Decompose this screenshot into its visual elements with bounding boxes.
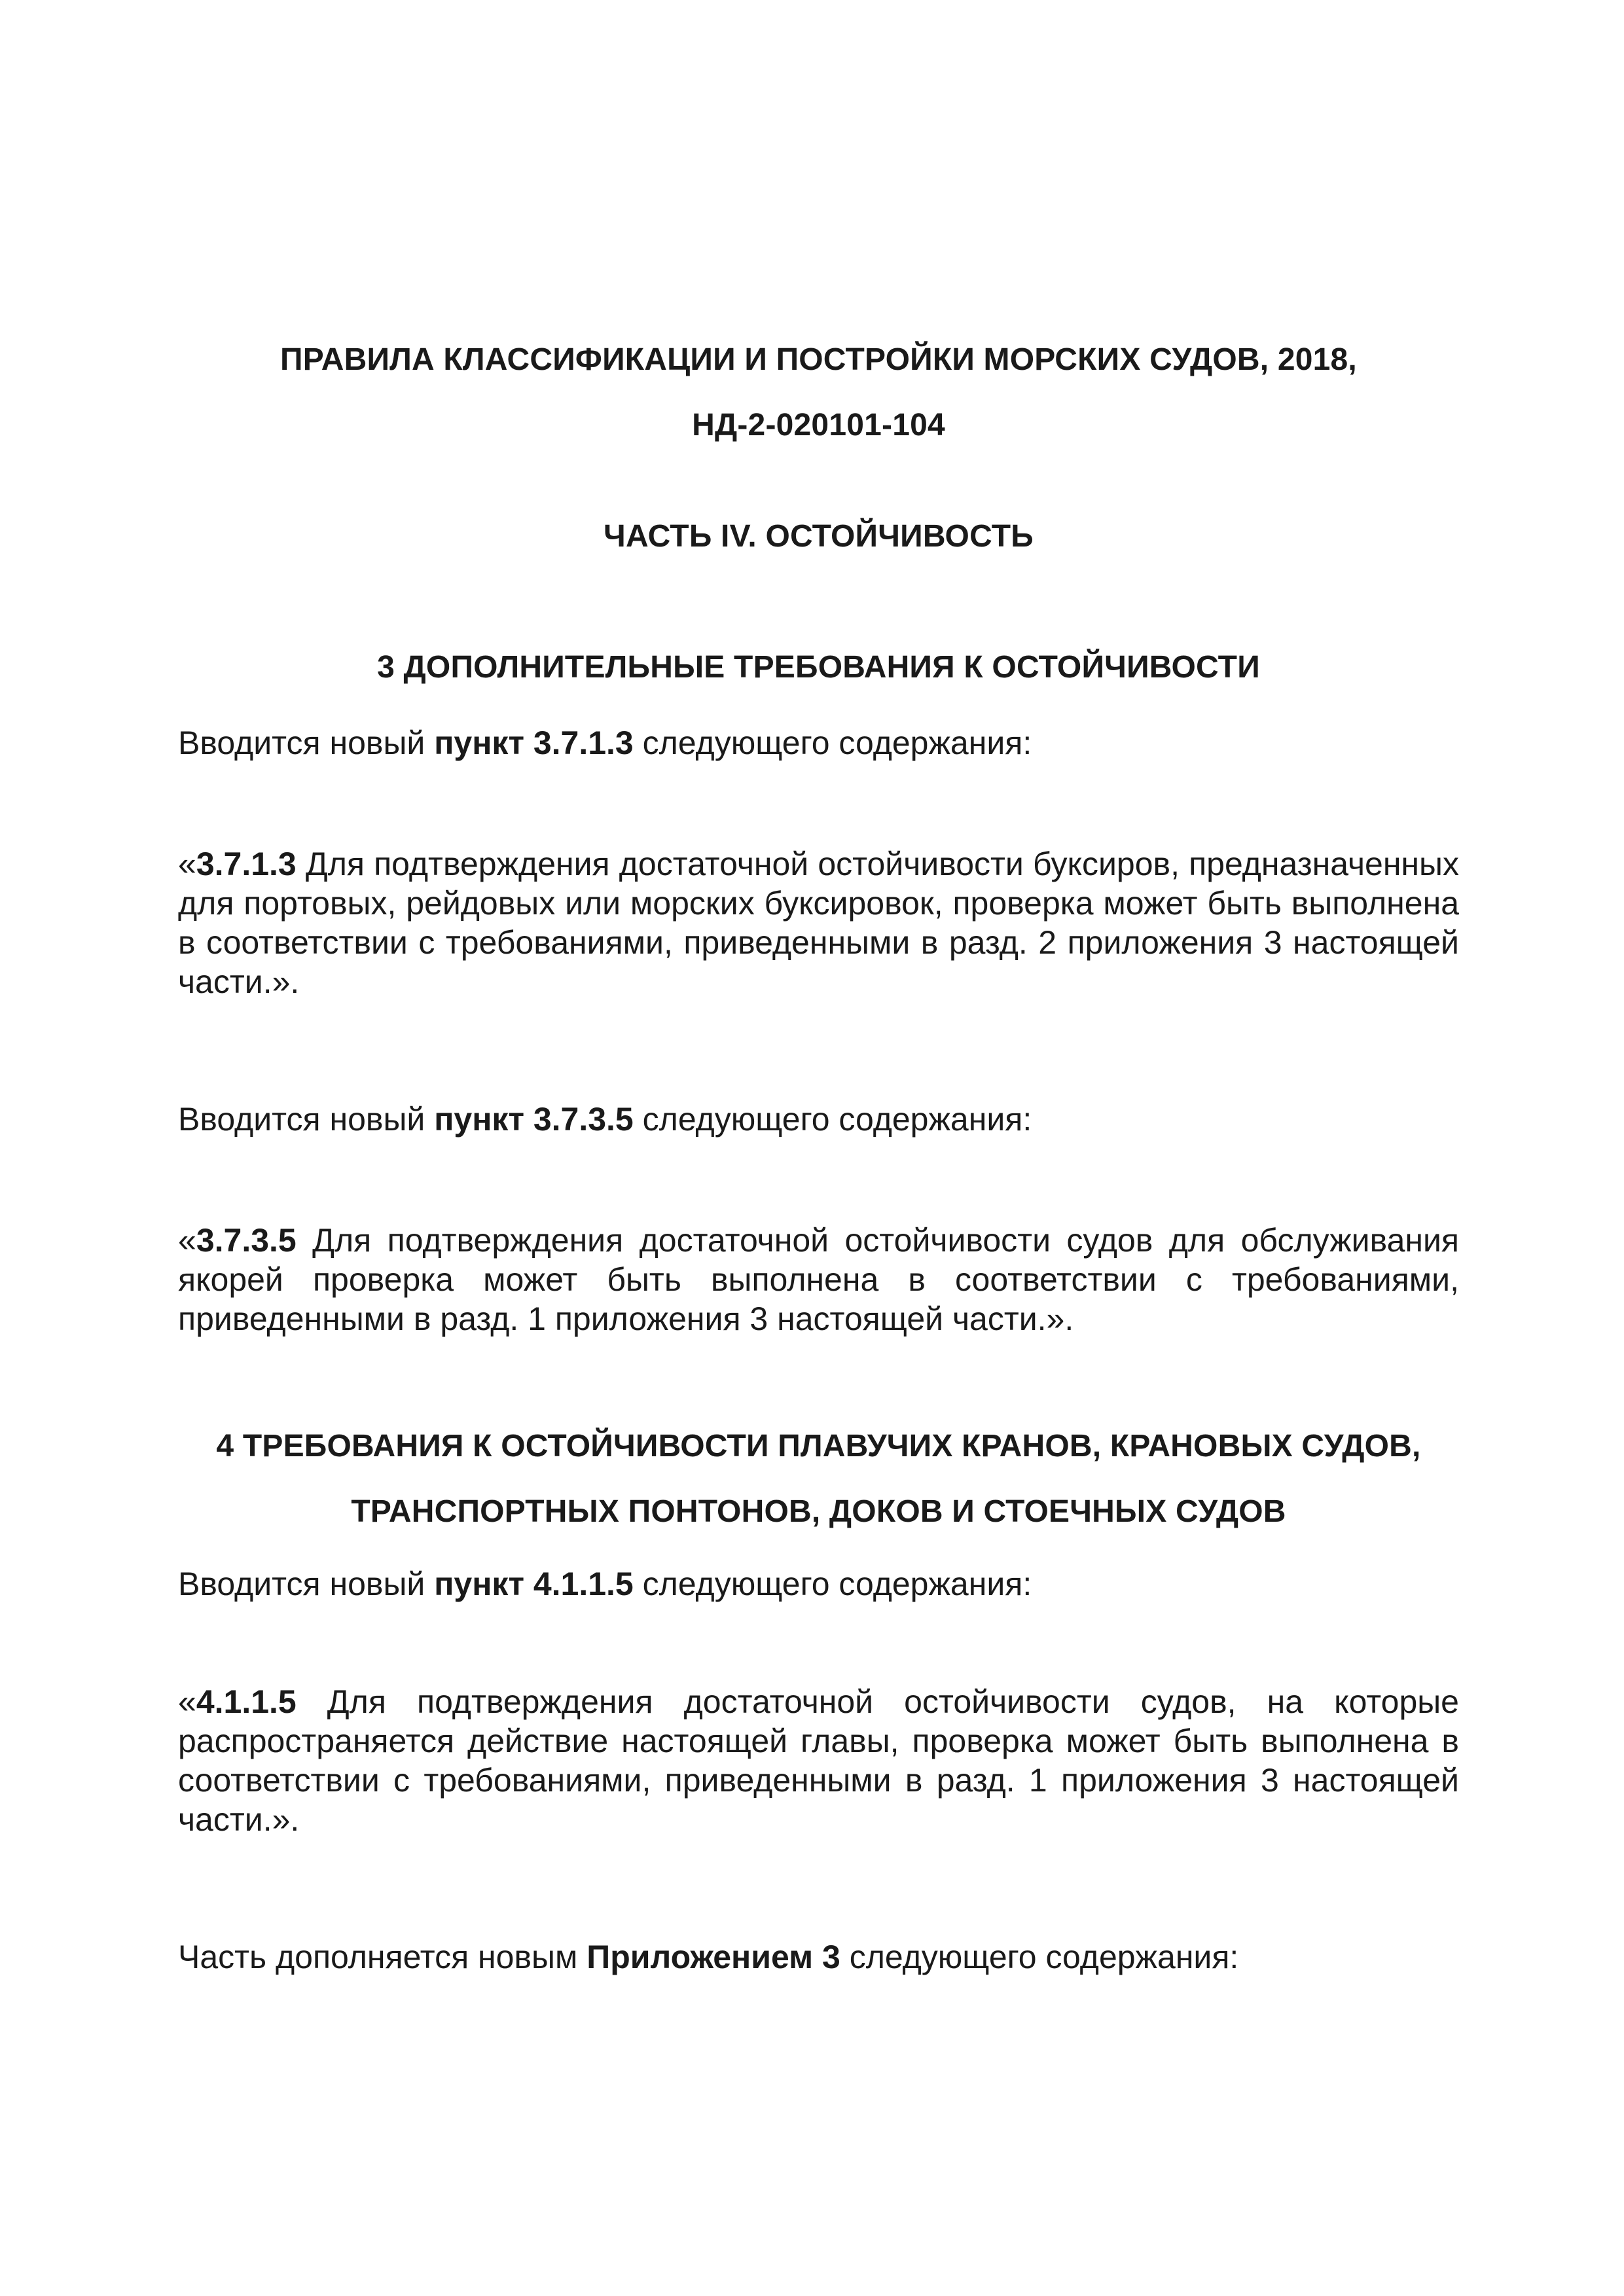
intro-3-text: Вводится новый (178, 1566, 435, 1602)
quote-1-clause: 3.7.1.3 (196, 846, 297, 882)
quote-3-open: « (178, 1683, 196, 1720)
section-4-title (178, 1414, 1459, 1545)
quote-1-open: « (178, 846, 196, 882)
quote-paragraph-4-1-1-5 (178, 1682, 1459, 1839)
intro-2-clause: пункт 3.7.3.5 (434, 1101, 634, 1138)
intro-3-text-end: следующего содержания: (633, 1566, 1032, 1602)
quote-paragraph-3-7-1-3 (178, 844, 1459, 1001)
part-title: ЧАСТЬ IV. ОСТОЙЧИВОСТЬ (604, 519, 1034, 554)
document-title (178, 327, 1459, 458)
document-title-line2: НД-2-020101-104 (692, 408, 945, 442)
intro-1-clause: пункт 3.7.1.3 (434, 725, 634, 761)
intro-4-text: Часть дополняется новым (178, 1939, 587, 1975)
document-title-line1: ПРАВИЛА КЛАССИФИКАЦИИ И ПОСТРОЙКИ МОРСКИХ СУДОВ, 2018, (280, 342, 1357, 377)
intro-2-text-end: следующего содержания: (633, 1101, 1032, 1138)
intro-4-appendix: Приложением 3 (586, 1939, 840, 1975)
intro-paragraph-2 (178, 1100, 1459, 1139)
section-4-title-line1: 4 ТРЕБОВАНИЯ К ОСТОЙЧИВОСТИ ПЛАВУЧИХ КРАНОВ, КРАНОВЫХ СУДОВ, (216, 1429, 1421, 1463)
intro-paragraph-3 (178, 1564, 1459, 1604)
intro-3-clause: пункт 4.1.1.5 (434, 1566, 634, 1602)
quote-1-text: Для подтверждения достаточной остойчивости буксиров, предназначенных для портовых, рейдовых или морских буксировок, проверка может быть выполнена в соответствии с требованиями, приведенными в разд. 2 приложения 3 настоящей части.». (178, 846, 1459, 1000)
intro-1-text-end: следующего содержания: (633, 725, 1032, 761)
quote-2-text: Для подтверждения достаточной остойчивости судов для обслуживания якорей проверка может быть выполнена в соответствии с требованиями, приведенными в разд. 1 приложения 3 настоящей части.». (178, 1222, 1459, 1337)
quote-2-clause: 3.7.3.5 (196, 1222, 297, 1259)
intro-paragraph-4 (178, 1937, 1459, 1977)
intro-1-text: Вводится новый (178, 725, 435, 761)
intro-paragraph-1 (178, 723, 1459, 762)
quote-2-open: « (178, 1222, 196, 1259)
quote-3-text: Для подтверждения достаточной остойчивости судов, на которые распространяется действие настоящей главы, проверка может быть выполнена в соответствии с требованиями, приведенными в разд. 1 приложения 3 настоящей части.». (178, 1683, 1459, 1838)
intro-4-text-end: следующего содержания: (840, 1939, 1239, 1975)
quote-paragraph-3-7-3-5 (178, 1221, 1459, 1338)
intro-2-text: Вводится новый (178, 1101, 435, 1138)
section-4-title-line2: ТРАНСПОРТНЫХ ПОНТОНОВ, ДОКОВ И СТОЕЧНЫХ СУДОВ (351, 1494, 1286, 1529)
section-3-title: 3 ДОПОЛНИТЕЛЬНЫЕ ТРЕБОВАНИЯ К ОСТОЙЧИВОСТИ (377, 650, 1260, 685)
quote-3-clause: 4.1.1.5 (196, 1683, 297, 1720)
